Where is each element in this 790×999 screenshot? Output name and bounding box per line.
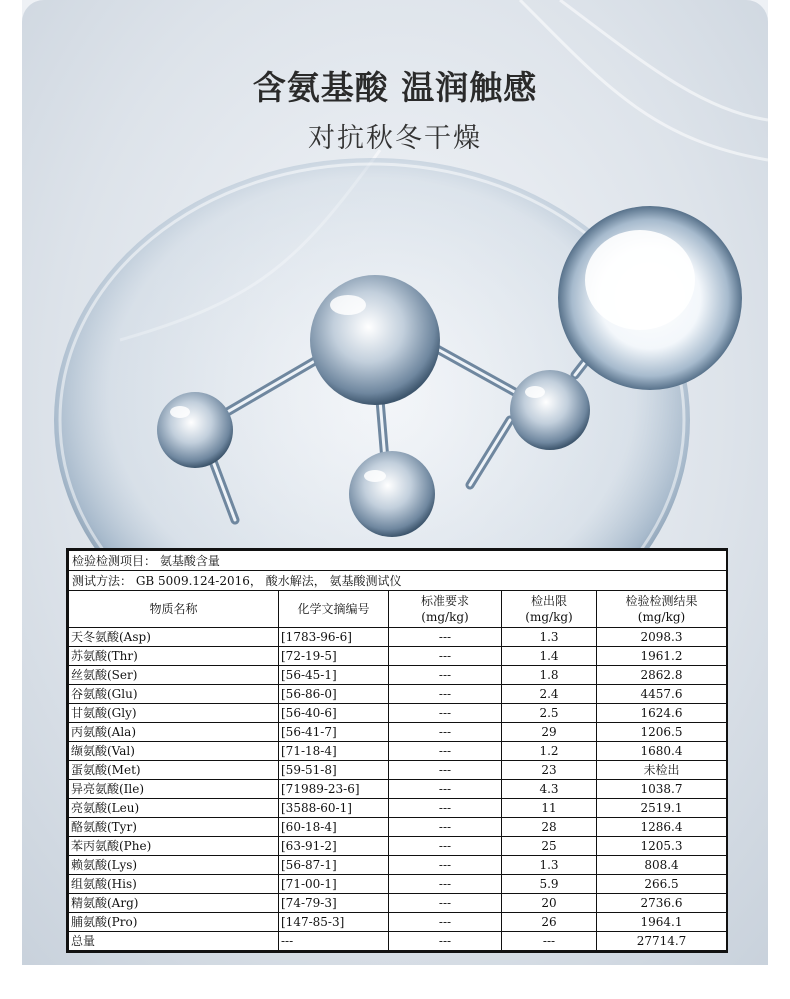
cell-cas: [56-45-1] [279,666,389,685]
cell-limit: 25 [502,837,597,856]
table-row [69,799,727,818]
cell-cas: [71-18-4] [279,742,389,761]
cell-name: 总量 [69,932,279,951]
cell-result: 1205.3 [597,837,727,856]
cell-limit: --- [502,932,597,951]
banner-title: 含氨基酸 温润触感 [252,68,538,107]
cell-limit: 26 [502,913,597,932]
cell-standard: --- [389,799,502,818]
test-method-text: 测试方法： GB 5009.124-2016， 酸水解法， 氨基酸测试仪 [69,571,727,591]
table-row [69,628,727,647]
cell-cas: [71989-23-6] [279,780,389,799]
cell-standard: --- [389,837,502,856]
header-cas: 化学文摘编号 [279,591,389,628]
cell-standard: --- [389,780,502,799]
cell-name: 丙氨酸(Ala) [69,723,279,742]
cell-result: 2519.1 [597,799,727,818]
cell-result: 未检出 [597,761,727,780]
cell-name: 赖氨酸(Lys) [69,856,279,875]
table-row [69,685,727,704]
cell-standard: --- [389,856,502,875]
cell-limit: 29 [502,723,597,742]
cell-name: 脯氨酸(Pro) [69,913,279,932]
cell-cas: --- [279,932,389,951]
cell-cas: [60-18-4] [279,818,389,837]
cell-name: 蛋氨酸(Met) [69,761,279,780]
cell-standard: --- [389,647,502,666]
test-report-table [66,548,728,953]
cell-cas: [56-40-6] [279,704,389,723]
cell-result: 1206.5 [597,723,727,742]
cell-standard: --- [389,818,502,837]
cell-limit: 1.3 [502,628,597,647]
bottom-margin [0,965,790,999]
table-row [69,837,727,856]
cell-standard: --- [389,932,502,951]
header-name: 物质名称 [69,591,279,628]
header-result: 检验检测结果 (mg/kg) [597,591,727,628]
cell-standard: --- [389,761,502,780]
table-row [69,875,727,894]
cell-result: 2862.8 [597,666,727,685]
table-row [69,647,727,666]
cell-name: 苯丙氨酸(Phe) [69,837,279,856]
cell-name: 精氨酸(Arg) [69,894,279,913]
cell-standard: --- [389,742,502,761]
cell-standard: --- [389,913,502,932]
total-row [69,932,727,951]
cell-limit: 1.4 [502,647,597,666]
cell-name: 谷氨酸(Glu) [69,685,279,704]
cell-cas: [74-79-3] [279,894,389,913]
banner-subtitle: 对抗秋冬干燥 [308,123,482,154]
cell-cas: [147-85-3] [279,913,389,932]
cell-limit: 11 [502,799,597,818]
cell-cas: [3588-60-1] [279,799,389,818]
header-standard: 标准要求 (mg/kg) [389,591,502,628]
cell-result: 1964.1 [597,913,727,932]
cell-name: 亮氨酸(Leu) [69,799,279,818]
cell-name: 丝氨酸(Ser) [69,666,279,685]
cell-cas: [56-41-7] [279,723,389,742]
cell-standard: --- [389,723,502,742]
cell-name: 苏氨酸(Thr) [69,647,279,666]
cell-result: 2098.3 [597,628,727,647]
table-row [69,761,727,780]
cell-standard: --- [389,628,502,647]
table-row [69,913,727,932]
cell-limit: 4.3 [502,780,597,799]
cell-name: 酪氨酸(Tyr) [69,818,279,837]
test-item-row [69,551,727,571]
table-row [69,856,727,875]
cell-result: 4457.6 [597,685,727,704]
cell-cas: [71-00-1] [279,875,389,894]
cell-name: 天冬氨酸(Asp) [69,628,279,647]
cell-limit: 1.2 [502,742,597,761]
table-row [69,818,727,837]
cell-standard: --- [389,666,502,685]
cell-limit: 20 [502,894,597,913]
cell-name: 缬氨酸(Val) [69,742,279,761]
cell-limit: 1.8 [502,666,597,685]
cell-name: 组氨酸(His) [69,875,279,894]
cell-cas: [1783-96-6] [279,628,389,647]
cell-limit: 2.4 [502,685,597,704]
cell-cas: [63-91-2] [279,837,389,856]
table-row [69,780,727,799]
cell-result: 266.5 [597,875,727,894]
cell-result: 27714.7 [597,932,727,951]
test-item-text: 检验检测项目： 氨基酸含量 [69,551,727,571]
table-row [69,666,727,685]
cell-cas: [56-86-0] [279,685,389,704]
header-limit: 检出限 (mg/kg) [502,591,597,628]
cell-standard: --- [389,685,502,704]
cell-limit: 2.5 [502,704,597,723]
cell-limit: 23 [502,761,597,780]
cell-result: 1286.4 [597,818,727,837]
cell-result: 2736.6 [597,894,727,913]
table-row [69,742,727,761]
table-row [69,894,727,913]
test-method-row [69,571,727,591]
cell-result: 1624.6 [597,704,727,723]
table-header-row [69,591,727,628]
cell-result: 1680.4 [597,742,727,761]
cell-name: 甘氨酸(Gly) [69,704,279,723]
cell-standard: --- [389,704,502,723]
cell-cas: [59-51-8] [279,761,389,780]
cell-limit: 5.9 [502,875,597,894]
table-row [69,723,727,742]
cell-limit: 1.3 [502,856,597,875]
cell-cas: [56-87-1] [279,856,389,875]
cell-result: 1961.2 [597,647,727,666]
cell-standard: --- [389,875,502,894]
cell-standard: --- [389,894,502,913]
cell-cas: [72-19-5] [279,647,389,666]
cell-limit: 28 [502,818,597,837]
table-row [69,704,727,723]
cell-name: 异亮氨酸(Ile) [69,780,279,799]
cell-result: 1038.7 [597,780,727,799]
cell-result: 808.4 [597,856,727,875]
